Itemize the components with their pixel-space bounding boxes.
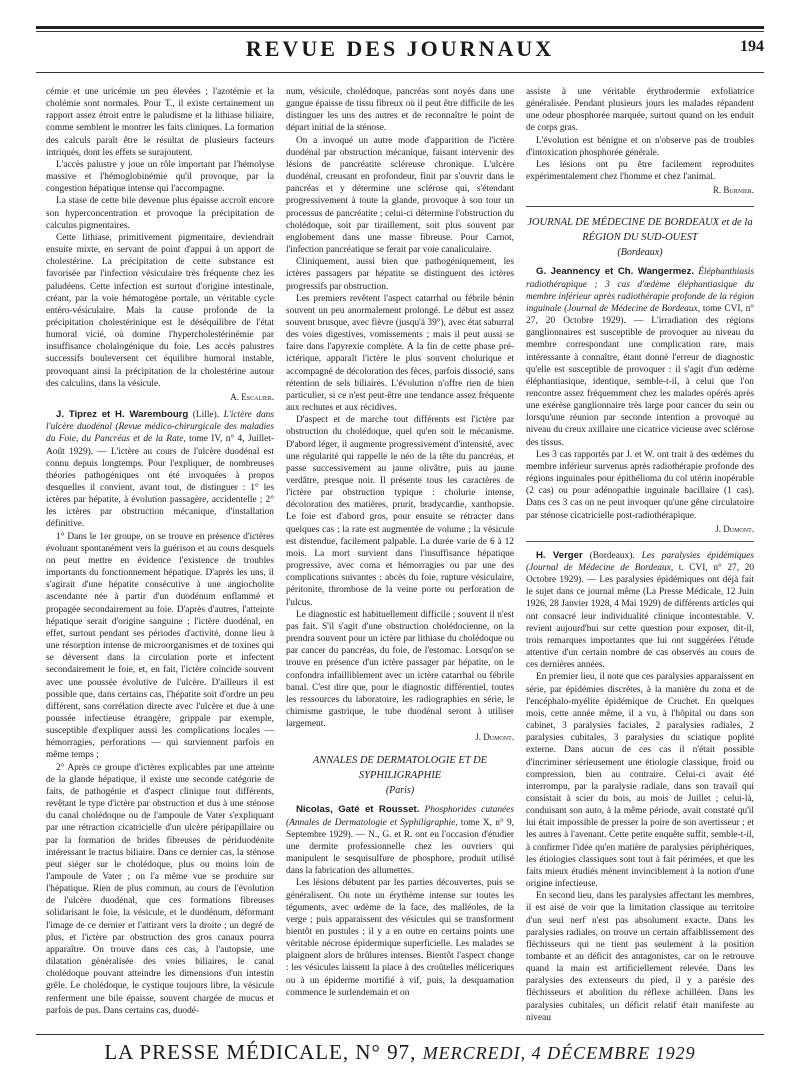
article-intro [526, 266, 754, 448]
article-intro [526, 550, 754, 672]
article-authors: Nicolas, Gaté et Rousset. [296, 804, 420, 816]
paragraph: L'accès palustre y joue un rôle important par l'hémolyse massive et l'hémoglobinémie qu'il provoque, par la congestion hépatique intense qui l'accompagne. [46, 159, 274, 195]
paragraph: En second lieu, dans les paralysies affectant les membres, il est aisé de voir que la limitation classique au territoire d'un seul nerf n'est pas absolument exacte. Dans les paralysies radiales, on trouve un certain affaiblissement des fléchisseurs qui ne tient pas seulement à la position tombante et au déficit des antagonistes, car on le retrouve quand la main est artificiellement relevée. Dans les paralysies des extenseurs du pied, il y a parésie des fléchisseurs et abolition du réflexe achilléen. Dans les paralysies cubitales, un déficit relatif était manifeste au niveau [526, 891, 754, 1023]
paragraph: En premier lieu, il note que ces paralysies apparaissent en série, par épidémies discrètes, à la manière du zona et de l'encéphalo-myélite épidémique de Cruchet. En quelques mois, cette année même, il a vu, à l'hôpital ou dans son cabinet, 3 paralysies faciales, 2 paralysies radiales, 2 paralysies cubitales, 3 paralysies du sciatique poplité externe. Dans aucun de ces cas il n'était possible d'incriminer sérieusement une étiologie classique, froid ou compression, bien au contraire. Celui-ci avait été interrompu, par la paralysie radiale, dans son travail qui consistait à scier du bois, au mois de Juillet ; celui-là, conduisant son auto, à la même période, avait constaté qu'il lui était impossible de presser la poire de son avertisseur ; et les autres à l'avenant. Cette petite enquête suffit, semble-t-il, à confirmer l'idée qu'en matière de paralysies périphériques, les étiologies classiques sont tout à fait périmées, et que les faits mieux étudiés mènent invinciblement à la notion d'une origine infectieuse. [526, 672, 754, 890]
article-reference: tome IV, n° 4, Juillet-Août 1929). — L'ictère au cours de l'ulcère duodénal est connu depuis longtemps. Pour l'expliquer, de nombreuses théories pathogéniques ont été invoquées à propos desquelles il convient, avant tout, de distinguer : 1° les ictères par hépatite, à évolution passagère, accidentelle ; 2° les ictères par obstruction mécanique, d'installation définitive. [46, 434, 274, 530]
article-columns [46, 86, 754, 1024]
article-intro [46, 409, 274, 531]
article-title: Éléphanthiasis radiothérapique ; 3 cas d'œdème éléphantiasique du membre inférieur après radiothérapie profonde de la région inguinale (Journal de Médecine de Bordeaux, [526, 267, 754, 314]
running-header [36, 36, 764, 64]
article-title: L'ictère dans l'ulcère duodénal (Revue médico-chirurgicale des maladies du Foie, du Pancréas et de la Rate, [46, 410, 274, 445]
article-reference: tome CVI, n° 27, 20 Octobre 1929). — L'irradiation des régions ganglionnaires est susceptible de provoquer au niveau du membre correspondant une complication rare, mais intéressante à connaître, étant donné l'erreur de diagnostic qu'elle est susceptible de provoquer : il s'agit d'un œdème éléphantiasique, identique, semble-t-il, à celui que l'on rencontre assez fréquemment chez les malades opérés après une exérèse ganglionnaire très large pour cancer du sein ou lorsqu'une réunion par seconde intention a provoqué au niveau du creux axillaire une cicatrice vicieuse avec sclérose des tissus. [526, 303, 754, 448]
section-city: (Bordeaux) [617, 247, 663, 259]
paragraph: Cette lithiase, primitivement pigmentaire, deviendrait ensuite mixte, en servant de point d'appui à un apport de cholestérine. La précipitation de cette substance est favorisée par l'infection vésiculaire très fréquente chez les paludéens. Cette infection est surtout d'origine intestinale, créant, par la voie hématogène portale, un véritable cycle entéro-vésiculaire. Mais la cause profonde de la précipitation cholestérinique est le déséquilibre de l'état humoral vicié, où domine l'hypercholestérinémie par insuffisance cholalogénique du foie. Les accès palustres successifs bouleversent cet équilibre humoral instable, provoquant ainsi la précipitation de la cholestérine autour des calculins, dans la vésicule. [46, 232, 274, 389]
section-journal-name: ANNALES DE DERMATOLOGIE ET DE SYPHILIGRAPHIE [312, 755, 488, 782]
column-right [526, 86, 754, 1024]
header-rules [36, 26, 764, 32]
article-authors: H. Verger [536, 549, 583, 561]
section-journal-name: JOURNAL DE MÉDECINE DE BORDEAUX et de la RÉGION DU SUD-OUEST [527, 217, 753, 244]
paragraph: assiste à une véritable érythrodermie exfoliatrice généralisée. Pendant plusieurs jours les malades répandent une odeur phosphorée marquée, surtout quand on les enduit de corps gras. [526, 87, 754, 134]
page-number: 194 [740, 38, 764, 55]
paragraph: num, vésicule, cholédoque, pancréas sont noyés dans une gangue épaisse de tissu fibreux où il peut être difficile de les distinguer les uns des autres et de reconnaître le point de départ initial de la sténose. [286, 87, 514, 134]
paragraph: Cliniquement, aussi bien que pathogéniquement, les ictères passagers par hépatite se distinguent des ictères progressifs par obstruction. [286, 257, 514, 292]
article-authors: J. Tiprez et H. Warembourg [56, 409, 189, 421]
column-middle [286, 86, 514, 1024]
header-bottom-rule [36, 70, 764, 73]
paragraph: 1° Dans le 1er groupe, on se trouve en présence d'ictères évoluant spontanément vers la guérison et au cours desquels on peut mettre en évidence l'existence de troubles importants du fonctionnement hépatique. D'après les uns, il s'agirait d'une hépatite consécutive à une angiocholite ascendante née à partir d'un duodénum enflammé et propagée secondairement au foie. D'après d'autres, l'atteinte hépatique serait d'origine sanguine ; l'ictère duodénal, en effet, surtout pendant ses périodes d'activité, donne lieu à une résorption intense de microorganismes et de toxines qui se déversent dans la circulation porte et infectent secondairement le foie, et, en fait, l'ictère coïncide souvent avec une poussée évolutive de l'ulcère. D'ailleurs il est possible que, dans certains cas, l'hépatite soit d'ordre un peu différent, sans corrélation directe avec l'ulcère et due à une poussée infectieuse étrangère, grippale par exemple, susceptible d'expliquer aussi les complications locales — hémorragies, perforations — qui surviennent parfois en même temps ; [46, 531, 274, 761]
paragraph: Les 3 cas rapportés par J. et W. ont trait à des œdèmes du membre inférieur survenus après radiothérapie profonde des régions inguinales pour épithélioma du col utérin inopérable (2 cas) ou pour adénopathie inguinale bacillaire (1 cas). Dans ces 3 cas on ne peut invoquer qu'une gêne circulatoire par sténose cicatricielle post-radiothérapique. [526, 449, 754, 521]
author-signature: R. Burnier. [712, 185, 754, 196]
article-intro [286, 804, 514, 877]
journal-section-title: REVUE DES JOURNAUX [245, 36, 555, 61]
paragraph: Les premiers revêtent l'aspect catarrhal ou fébrile bénin souvent un peu anormalement prolongé. Le début est assez souvent brusque, avec fièvre (jusqu'à 39°), avec état saburral des voies digestives, vomissements ; mais il peut aussi se faire dans l'apyrexie complète. A la fin de cette phase pré-ictérique, apparaît l'ictère le plus souvent cholurique et accompagné de décoloration des fèces, parfois dissocié, sans rétention de sels biliaires. L'évolution n'offre rien de bien particulier, si ce n'est peut-être une tendance assez fréquente aux rechutes et aux récidives. [286, 293, 514, 414]
article-authors: G. Jeannency et Ch. Wangermez. [536, 266, 695, 278]
paragraph: 2° Après ce groupe d'ictères explicables par une atteinte de la glande hépatique, il existe une seconde catégorie de faits, de pathogénie et d'aspect clinique tout différents, revêtant le type d'ictère par obstruction et dus à une sténose du canal cholédoque ou de l'ampoule de Vater s'expliquant par une rétraction cicatricielle d'un ulcère péripapillaire ou par la formation de brides fibreuses de périduodénite intéressant le tractus biliaire. Dans ce dernier cas, la sténose peut siéger sur le cholédoque, plus ou moins loin de l'ampoule de Vater ; on l'a même vue se produire sur l'hépatique. Rien de plus commun, au cours de l'évolution de l'ulcère duodénal, que ces formations fibreuses solidarisant le foie, la vésicule, et le duodénum, déformant l'image de ce dernier et l'attirant vers la droite ; un degré de plus, et l'ictère par obstruction des gros canaux pourra apparaître. On trouve dans ces cas, à l'autopsie, une dilatation généralisée des voies biliaires, le canal cholédoque pouvant atteindre les dimensions d'un intestin grêle. Le cholédoque, le cystique toujours libre, la vésicule renferment une bile épaisse, souvent chargée de mucus et parfois de pus. Dans certains cas, duodé- [46, 762, 274, 1016]
page-footer [36, 1040, 764, 1065]
paragraph: L'évolution est bénigne et on n'observe pas de troubles d'intoxication phosphorée générale. [526, 135, 754, 158]
column-left [46, 86, 274, 1024]
paragraph: On a invoqué un autre mode d'apparition de l'ictère duodénal par obstruction mécanique, faisant intervenir des lésions de pancréatite scléreuse chronique. L'ulcère duodénal, creusant en profondeur, finit par s'ouvrir dans le pancréas et y détermine une sclérose qui, s'étendant progressivement à toute la glande, provoque à son tour un processus de pancréatite ; celui-ci détermine l'obstruction du cholédoque, soit par tiraillement, soit plus souvent par englobement dans une masse fibreuse. Pour Carnot, l'infection pancréatique se ferait par voie canaliculaire. [286, 135, 514, 256]
footer-journal: LA PRESSE MÉDICALE, N° 97, [104, 1040, 417, 1064]
paragraph: Les lésions ont pu être facilement reproduites expérimentalement chez l'homme et chez l'animal. [526, 159, 754, 183]
article-reference: tome X, n° 9, Septembre 1929). — N., G. et R. ont eu l'occasion d'étudier une dermite professionnelle chez les ouvriers qui manipulent le sesquisulfure de phosphore, produit utilisé dans la fabrication des allumettes. [286, 817, 514, 877]
author-signature: J. Dumont. [715, 523, 754, 534]
paragraph: La stase de cette bile devenue plus épaisse accroît encore son hyperconcentration et provoque la précipitation de calculus pigmentaires. [46, 196, 274, 231]
article-divider [526, 541, 754, 542]
paragraph: Les lésions débutent par les parties découvertes, puis se généralisent. On note un érythème intense sur toutes les téguments, avec œdème de la face, des malléoles, de la verge ; puis apparaissent des vésicules qui se transforment bientôt en pustules ; il y a en outre en certains points une véritable nécrose épidermique superficielle. Les malades se plaignent alors de brûlures intenses. Bientôt l'aspect change : les vésicules laissent la place à des croûtelles méliceriques ou à un épiderme mortifié à vif, puis, la desquamation commence le surlendemain et on [286, 878, 514, 998]
article-reference: t. CVI, n° 27, 20 Octobre 1929). — Les paralysies épidémiques ont déjà fait le sujet dans ce journal même (La Presse Médicale, 12 Juin 1926, 28 Janvier 1928, 4 Mai 1929) de différents articles qui ont consacré leur individualité clinique incontestable. V. revient aujourd'hui sur cette question pour exposer, dit-il, trois remarques importantes que lui ont suggérées l'étude attentive d'un certain nombre de cas observés au cours de ces dernières années. [526, 563, 754, 671]
footer-date: MERCREDI, 4 DÉCEMBRE 1929 [422, 1043, 696, 1063]
section-heading [286, 753, 514, 798]
author-signature: J. Dumont. [475, 732, 514, 743]
article-city: (Lille). [188, 410, 224, 421]
section-heading [526, 206, 754, 260]
article-city: (Bordeaux). [582, 550, 642, 561]
paragraph: D'aspect et de marche tout différents est l'ictère par obstruction du cholédoque, quel qu'en soit le mécanisme. D'abord léger, il augmente progressivement d'intensité, avec une régularité qui rappelle le néo de la tête du pancréas, et passe successivement au jaune olivâtre, puis au jaune verdâtre, presque noir. Il présente tous les caractères de l'ictère par obstruction typique : cholurie intense, décoloration des matières, prurit, bradycardie, xanthopsie. Le foie est d'abord gros, pour ensuite se rétracter dans quelques cas ; la rate est augmentée de volume ; la vésicule est distendue, facilement palpable. La durée varie de 6 à 12 mois. La mort survient dans l'insuffisance hépatique progressive, avec coma et hémorragies ou par une des complications suivantes : abcès du foie, rupture vésiculaire, péritonite, thrombose de la veine porte ou perforation de l'ulcus. [286, 415, 514, 608]
article-title: Les paralysies épidémiques (Journal de Médecine de Bordeaux, [526, 550, 754, 573]
footer-rule [36, 1034, 764, 1035]
paragraph: cémie et une uricémie un peu élevées ; l'azotémie et la cholémie sont normales. Pour T., il existe certainement un rapport assez étroit entre le paludisme et la lithiase biliaire, comme semblent le montrer les faits cliniques. La formation des calculs paraît être le résultat de plusieurs facteurs intriqués, dont les effets se surajoutent. [46, 87, 274, 158]
paragraph: Le diagnostic est habituellement difficile ; souvent il n'est pas fait. S'il s'agit d'une obstruction cholédocienne, on la prendra souvent pour un ictère par lithiase du cholédoque ou par cancer du pancréas, du foie, de l'estomac. Lorsqu'on se trouve en présence d'un ictère passager par hépatite, on le confondra infailliblement avec un ictère catarrhal ou fébrile banal. C'est dire que, pour le diagnostic différentiel, toutes les ressources du laboratoire, les radiographies en série, le chimisme gastrique, le tube duodénal seront à utiliser largement. [286, 609, 514, 730]
author-signature: A. Escalier. [230, 391, 274, 402]
article-title: Phosphorides cutanées (Annales de Dermatologie et Syphiligraphie, [286, 805, 514, 828]
section-city: (Paris) [385, 785, 415, 797]
